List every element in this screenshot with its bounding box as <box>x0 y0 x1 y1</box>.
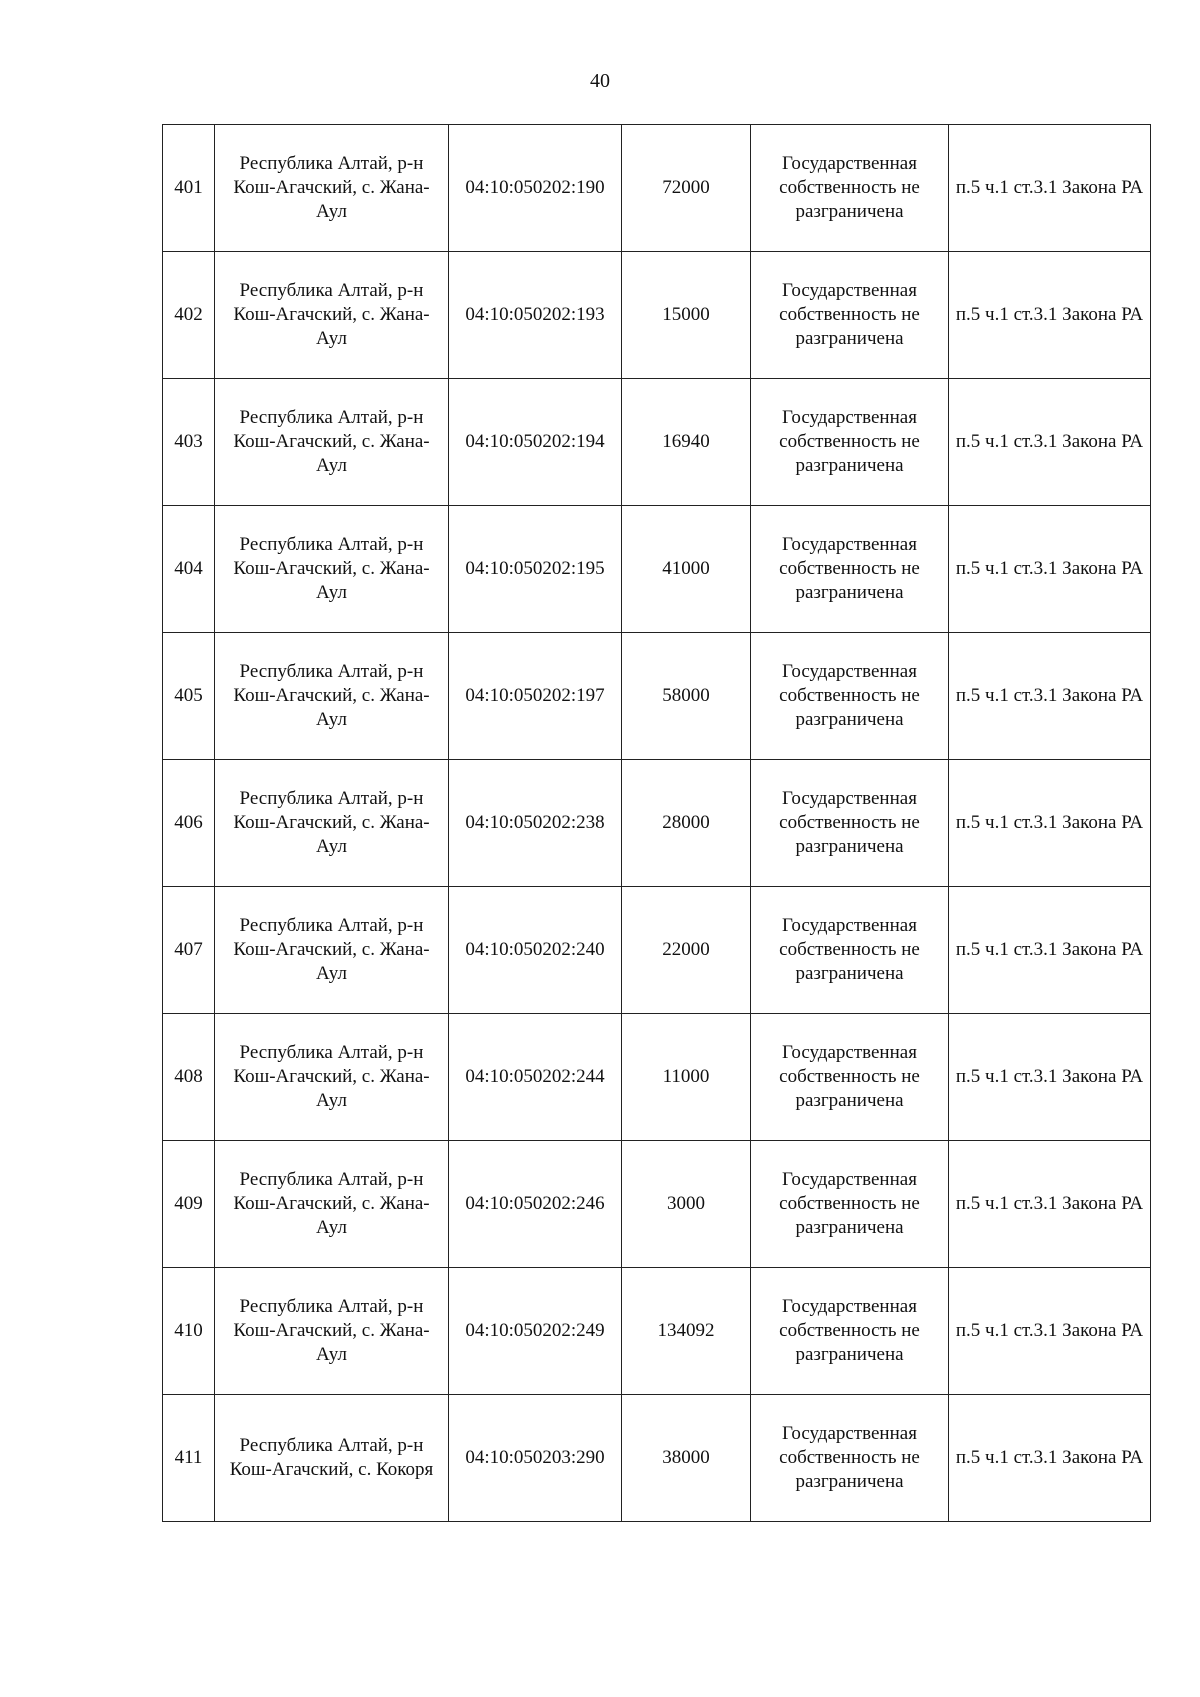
area-cell: 38000 <box>622 1395 751 1522</box>
row-number-cell: 405 <box>163 633 215 760</box>
cadastral-number-cell: 04:10:050202:244 <box>449 1014 622 1141</box>
ownership-cell: Государственная собственность не разграничена <box>751 1141 949 1268</box>
ownership-cell: Государственная собственность не разграничена <box>751 125 949 252</box>
ownership-cell: Государственная собственность не разграничена <box>751 1268 949 1395</box>
legal-basis-cell: п.5 ч.1 ст.3.1 Закона РА <box>949 1268 1151 1395</box>
ownership-cell: Государственная собственность не разграничена <box>751 760 949 887</box>
address-cell: Республика Алтай, р-н Кош-Агачский, с. Жана-Аул <box>215 1141 449 1268</box>
area-cell: 28000 <box>622 760 751 887</box>
cadastral-number-cell: 04:10:050202:240 <box>449 887 622 1014</box>
area-cell: 22000 <box>622 887 751 1014</box>
row-number-cell: 407 <box>163 887 215 1014</box>
page-number: 40 <box>590 70 610 92</box>
row-number-cell: 401 <box>163 125 215 252</box>
address-cell: Республика Алтай, р-н Кош-Агачский, с. Жана-Аул <box>215 633 449 760</box>
area-cell: 41000 <box>622 506 751 633</box>
area-cell: 58000 <box>622 633 751 760</box>
row-number-cell: 411 <box>163 1395 215 1522</box>
legal-basis-cell: п.5 ч.1 ст.3.1 Закона РА <box>949 633 1151 760</box>
legal-basis-cell: п.5 ч.1 ст.3.1 Закона РА <box>949 887 1151 1014</box>
row-number-cell: 409 <box>163 1141 215 1268</box>
land-plot-table <box>162 124 1151 1522</box>
legal-basis-cell: п.5 ч.1 ст.3.1 Закона РА <box>949 506 1151 633</box>
ownership-cell: Государственная собственность не разграничена <box>751 379 949 506</box>
row-number-cell: 404 <box>163 506 215 633</box>
area-cell: 72000 <box>622 125 751 252</box>
table-row <box>163 887 1151 1014</box>
address-cell: Республика Алтай, р-н Кош-Агачский, с. Жана-Аул <box>215 379 449 506</box>
table-row <box>163 252 1151 379</box>
cadastral-number-cell: 04:10:050202:193 <box>449 252 622 379</box>
address-cell: Республика Алтай, р-н Кош-Агачский, с. Жана-Аул <box>215 252 449 379</box>
address-cell: Республика Алтай, р-н Кош-Агачский, с. Жана-Аул <box>215 125 449 252</box>
ownership-cell: Государственная собственность не разграничена <box>751 252 949 379</box>
ownership-cell: Государственная собственность не разграничена <box>751 1395 949 1522</box>
table-row <box>163 1395 1151 1522</box>
cadastral-number-cell: 04:10:050202:238 <box>449 760 622 887</box>
area-cell: 3000 <box>622 1141 751 1268</box>
area-cell: 11000 <box>622 1014 751 1141</box>
address-cell: Республика Алтай, р-н Кош-Агачский, с. Жана-Аул <box>215 1268 449 1395</box>
address-cell: Республика Алтай, р-н Кош-Агачский, с. Кокоря <box>215 1395 449 1522</box>
table-row <box>163 506 1151 633</box>
area-cell: 15000 <box>622 252 751 379</box>
row-number-cell: 406 <box>163 760 215 887</box>
cadastral-number-cell: 04:10:050202:194 <box>449 379 622 506</box>
table-row <box>163 1014 1151 1141</box>
table-row <box>163 760 1151 887</box>
legal-basis-cell: п.5 ч.1 ст.3.1 Закона РА <box>949 125 1151 252</box>
legal-basis-cell: п.5 ч.1 ст.3.1 Закона РА <box>949 252 1151 379</box>
address-cell: Республика Алтай, р-н Кош-Агачский, с. Жана-Аул <box>215 506 449 633</box>
legal-basis-cell: п.5 ч.1 ст.3.1 Закона РА <box>949 760 1151 887</box>
legal-basis-cell: п.5 ч.1 ст.3.1 Закона РА <box>949 1014 1151 1141</box>
cadastral-number-cell: 04:10:050202:190 <box>449 125 622 252</box>
ownership-cell: Государственная собственность не разграничена <box>751 506 949 633</box>
cadastral-number-cell: 04:10:050203:290 <box>449 1395 622 1522</box>
cadastral-number-cell: 04:10:050202:197 <box>449 633 622 760</box>
area-cell: 16940 <box>622 379 751 506</box>
table-row <box>163 125 1151 252</box>
address-cell: Республика Алтай, р-н Кош-Агачский, с. Жана-Аул <box>215 1014 449 1141</box>
address-cell: Республика Алтай, р-н Кош-Агачский, с. Жана-Аул <box>215 760 449 887</box>
table-row <box>163 633 1151 760</box>
ownership-cell: Государственная собственность не разграничена <box>751 633 949 760</box>
legal-basis-cell: п.5 ч.1 ст.3.1 Закона РА <box>949 1395 1151 1522</box>
legal-basis-cell: п.5 ч.1 ст.3.1 Закона РА <box>949 1141 1151 1268</box>
table-body <box>163 125 1151 1522</box>
row-number-cell: 408 <box>163 1014 215 1141</box>
legal-basis-cell: п.5 ч.1 ст.3.1 Закона РА <box>949 379 1151 506</box>
cadastral-number-cell: 04:10:050202:195 <box>449 506 622 633</box>
table-row <box>163 1141 1151 1268</box>
ownership-cell: Государственная собственность не разграничена <box>751 887 949 1014</box>
row-number-cell: 402 <box>163 252 215 379</box>
ownership-cell: Государственная собственность не разграничена <box>751 1014 949 1141</box>
cadastral-number-cell: 04:10:050202:249 <box>449 1268 622 1395</box>
address-cell: Республика Алтай, р-н Кош-Агачский, с. Жана-Аул <box>215 887 449 1014</box>
cadastral-number-cell: 04:10:050202:246 <box>449 1141 622 1268</box>
area-cell: 134092 <box>622 1268 751 1395</box>
table-row <box>163 1268 1151 1395</box>
table-row <box>163 379 1151 506</box>
row-number-cell: 410 <box>163 1268 215 1395</box>
row-number-cell: 403 <box>163 379 215 506</box>
